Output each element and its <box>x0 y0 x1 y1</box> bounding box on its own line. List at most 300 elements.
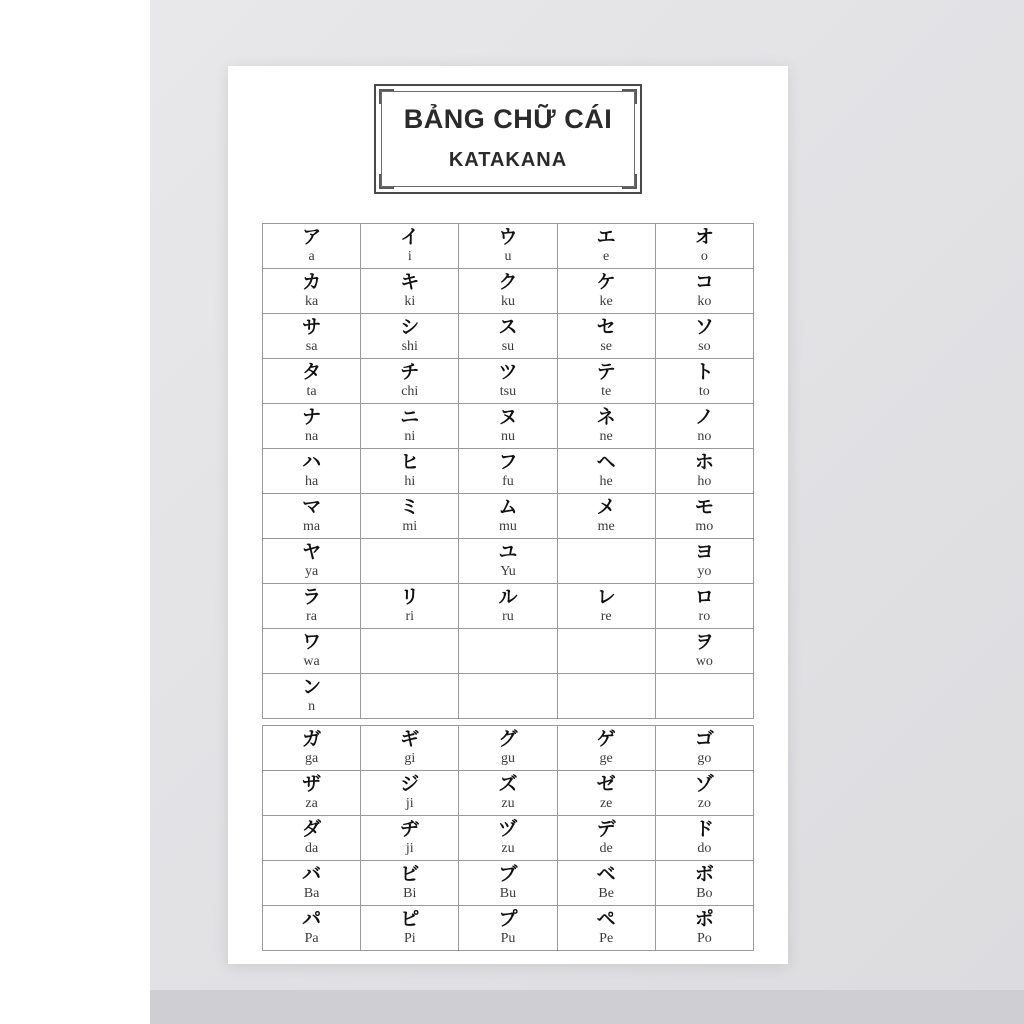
kana-cell-content <box>558 774 655 812</box>
romaji-label: mu <box>499 518 517 534</box>
kana-glyph: リ <box>400 586 420 609</box>
kana-cell-content <box>361 227 458 265</box>
kana-cell <box>361 816 459 861</box>
kana-glyph: カ <box>302 271 322 294</box>
romaji-label: te <box>601 383 612 399</box>
romaji-label: se <box>600 338 612 354</box>
kana-cell-content <box>263 864 360 902</box>
kana-cell-content <box>263 272 360 310</box>
kana-cell-content <box>656 774 753 812</box>
romaji-label: Yu <box>500 563 516 579</box>
kana-cell-content <box>459 819 556 857</box>
kana-glyph: ブ <box>498 863 518 886</box>
romaji-label: Pu <box>500 930 516 946</box>
kana-cell <box>655 449 753 494</box>
kana-cell-content <box>361 452 458 490</box>
kana-cell <box>263 906 361 951</box>
romaji-label: ma <box>303 518 321 534</box>
romaji-label: ze <box>599 795 613 811</box>
background-shadow <box>150 990 1024 1024</box>
kana-cell-content <box>263 819 360 857</box>
romaji-label: o <box>700 248 708 264</box>
kana-cell-content <box>558 362 655 400</box>
romaji-label: fu <box>502 473 514 489</box>
kana-cell <box>361 771 459 816</box>
kana-cell-content <box>558 317 655 355</box>
kana-cell <box>557 771 655 816</box>
table-row <box>263 539 754 584</box>
katakana-basic-table <box>262 223 754 719</box>
plaque-corner-bottom-left <box>379 174 394 189</box>
kana-cell-content <box>459 362 556 400</box>
kana-cell-content <box>361 362 458 400</box>
kana-glyph: ゾ <box>694 773 714 796</box>
kana-cell-content <box>558 227 655 265</box>
kana-cell <box>655 404 753 449</box>
table-row <box>263 584 754 629</box>
kana-cell-content <box>459 497 556 535</box>
kana-cell-content <box>656 497 753 535</box>
romaji-label: zo <box>697 795 711 811</box>
kana-glyph: ヅ <box>498 818 518 841</box>
katakana-basic-table-body <box>263 224 754 719</box>
kana-cell <box>655 494 753 539</box>
kana-glyph: ミ <box>400 496 420 519</box>
romaji-label: ku <box>500 293 515 309</box>
romaji-label: hi <box>404 473 416 489</box>
romaji-label: ne <box>599 428 613 444</box>
kana-cell-content <box>459 452 556 490</box>
table-row <box>263 629 754 674</box>
romaji-label: ki <box>404 293 416 309</box>
kana-cell <box>263 224 361 269</box>
romaji-label: ri <box>405 608 415 624</box>
kana-glyph: エ <box>596 226 616 249</box>
kana-cell-content <box>361 864 458 902</box>
romaji-label: ya <box>304 563 319 579</box>
kana-cell-content <box>558 729 655 767</box>
kana-glyph: オ <box>694 226 714 249</box>
romaji-label: ha <box>304 473 319 489</box>
kana-glyph: サ <box>302 316 322 339</box>
romaji-label: Pe <box>599 930 614 946</box>
romaji-label: so <box>698 338 711 354</box>
kana-cell <box>655 629 753 674</box>
kana-glyph: ポ <box>694 908 714 931</box>
katakana-dakuten-table <box>262 725 754 951</box>
romaji-label: Ba <box>303 885 320 901</box>
table-row <box>263 906 754 951</box>
kana-glyph: ボ <box>694 863 714 886</box>
kana-glyph: ジ <box>400 773 420 796</box>
kana-cell-content <box>361 272 458 310</box>
kana-cell <box>263 816 361 861</box>
kana-cell <box>557 404 655 449</box>
kana-cell <box>263 771 361 816</box>
romaji-label: ru <box>502 608 514 624</box>
kana-cell <box>361 726 459 771</box>
kana-glyph: ギ <box>400 728 420 751</box>
kana-cell-content <box>361 317 458 355</box>
romaji-label: da <box>304 840 319 856</box>
kana-cell <box>459 359 557 404</box>
romaji-label: me <box>597 518 615 534</box>
kana-cell-content <box>459 542 556 580</box>
kana-cell-content <box>656 452 753 490</box>
kana-glyph: ロ <box>694 586 714 609</box>
romaji-label: sa <box>305 338 318 354</box>
kana-cell <box>557 314 655 359</box>
kana-glyph: ニ <box>400 406 420 429</box>
kana-cell <box>263 861 361 906</box>
kana-cell-content <box>459 227 556 265</box>
romaji-label: mo <box>695 518 714 534</box>
romaji-label: Bi <box>403 885 417 901</box>
kana-cell-content <box>459 317 556 355</box>
kana-cell <box>655 359 753 404</box>
kana-cell <box>263 726 361 771</box>
kana-cell-content <box>656 819 753 857</box>
kana-cell-empty <box>459 674 557 719</box>
kana-cell <box>263 314 361 359</box>
kana-cell-content <box>558 407 655 445</box>
kana-glyph: モ <box>694 496 714 519</box>
romaji-label: ta <box>306 383 317 399</box>
kana-cell <box>459 771 557 816</box>
table-row <box>263 224 754 269</box>
kana-cell <box>655 539 753 584</box>
romaji-label: a <box>308 248 315 264</box>
kana-cell-content <box>656 227 753 265</box>
kana-cell-content <box>263 729 360 767</box>
kana-glyph: ユ <box>498 541 518 564</box>
romaji-label: ga <box>304 750 319 766</box>
kana-cell-content <box>361 587 458 625</box>
kana-cell-content <box>656 864 753 902</box>
table-row <box>263 771 754 816</box>
kana-cell-content <box>263 774 360 812</box>
kana-glyph: セ <box>596 316 616 339</box>
romaji-label: Be <box>598 885 614 901</box>
kana-cell-empty <box>557 539 655 584</box>
romaji-label: na <box>304 428 319 444</box>
kana-cell-content <box>656 362 753 400</box>
kana-glyph: ケ <box>596 271 616 294</box>
kana-cell-content <box>558 497 655 535</box>
romaji-label: nu <box>500 428 515 444</box>
kana-glyph: テ <box>596 361 616 384</box>
kana-cell-empty <box>361 674 459 719</box>
kana-cell <box>459 726 557 771</box>
kana-cell <box>557 359 655 404</box>
kana-cell-content <box>558 587 655 625</box>
kana-glyph: ラ <box>302 586 322 609</box>
katakana-dakuten-table-body <box>263 726 754 951</box>
romaji-label: e <box>603 248 610 264</box>
kana-cell-content <box>656 632 753 670</box>
kana-cell-content <box>558 864 655 902</box>
romaji-label: ge <box>599 750 613 766</box>
kana-cell-content <box>459 909 556 947</box>
kana-cell <box>459 314 557 359</box>
kana-glyph: レ <box>596 586 616 609</box>
kana-cell <box>655 906 753 951</box>
kana-cell <box>459 539 557 584</box>
kana-cell <box>655 726 753 771</box>
table-row <box>263 449 754 494</box>
kana-glyph: タ <box>302 361 322 384</box>
romaji-label: i <box>407 248 412 264</box>
kana-cell <box>459 494 557 539</box>
table-row <box>263 314 754 359</box>
kana-cell <box>459 269 557 314</box>
kana-glyph: ド <box>694 818 714 841</box>
romaji-label: ka <box>304 293 319 309</box>
kana-cell-content <box>263 587 360 625</box>
kana-cell <box>557 861 655 906</box>
kana-glyph: ザ <box>302 773 322 796</box>
kana-cell <box>557 816 655 861</box>
romaji-label: zu <box>501 840 515 856</box>
kana-cell <box>557 726 655 771</box>
romaji-label: n <box>308 698 316 714</box>
kana-glyph: ゲ <box>596 728 616 751</box>
kana-cell <box>655 224 753 269</box>
kana-cell-content <box>558 819 655 857</box>
kana-cell-empty <box>361 539 459 584</box>
kana-cell-content <box>656 587 753 625</box>
kana-cell <box>557 269 655 314</box>
kana-glyph: ヲ <box>694 631 714 654</box>
romaji-label: re <box>600 608 612 624</box>
romaji-label: su <box>501 338 515 354</box>
kana-cell-content <box>263 677 360 715</box>
kana-cell <box>361 584 459 629</box>
romaji-label: ra <box>306 608 318 624</box>
romaji-label: to <box>698 383 710 399</box>
kana-cell-content <box>558 272 655 310</box>
kana-cell-content <box>558 909 655 947</box>
table-row <box>263 816 754 861</box>
kana-cell-content <box>558 452 655 490</box>
romaji-label: do <box>697 840 712 856</box>
romaji-label: chi <box>401 383 419 399</box>
romaji-label: Pa <box>304 930 319 946</box>
romaji-label: ji <box>405 840 414 856</box>
kana-cell <box>361 494 459 539</box>
kana-cell-content <box>263 407 360 445</box>
romaji-label: wa <box>303 653 320 669</box>
kana-cell-content <box>459 587 556 625</box>
kana-cell-content <box>459 407 556 445</box>
romaji-label: gi <box>404 750 416 766</box>
kana-cell <box>263 449 361 494</box>
kana-glyph: ン <box>302 676 322 699</box>
kana-cell <box>263 359 361 404</box>
kana-cell <box>655 584 753 629</box>
kana-cell <box>263 494 361 539</box>
kana-cell-empty <box>361 629 459 674</box>
kana-cell <box>263 674 361 719</box>
kana-cell <box>655 861 753 906</box>
kana-cell <box>557 584 655 629</box>
kana-glyph: ヌ <box>498 406 518 429</box>
kana-cell-content <box>361 497 458 535</box>
kana-cell-empty <box>655 674 753 719</box>
kana-glyph: ズ <box>498 773 518 796</box>
kana-glyph: ビ <box>400 863 420 886</box>
kana-cell <box>361 404 459 449</box>
kana-cell <box>459 404 557 449</box>
kana-glyph: メ <box>596 496 616 519</box>
romaji-label: Bo <box>696 885 713 901</box>
table-row <box>263 494 754 539</box>
kana-glyph: ベ <box>596 863 616 886</box>
kana-cell <box>361 906 459 951</box>
kana-glyph: キ <box>400 271 420 294</box>
kana-glyph: フ <box>498 451 518 474</box>
kana-cell <box>557 224 655 269</box>
romaji-label: ke <box>599 293 613 309</box>
kana-glyph: ピ <box>400 908 420 931</box>
romaji-label: ho <box>697 473 712 489</box>
kana-glyph: ト <box>694 361 714 384</box>
romaji-label: yo <box>697 563 712 579</box>
kana-glyph: ゴ <box>694 728 714 751</box>
kana-cell-content <box>656 272 753 310</box>
kana-cell-content <box>459 729 556 767</box>
romaji-label: tsu <box>499 383 517 399</box>
kana-cell-content <box>656 542 753 580</box>
kana-cell-content <box>361 819 458 857</box>
kana-cell-content <box>263 227 360 265</box>
plaque-corner-top-right <box>622 89 637 104</box>
plaque-corner-top-left <box>379 89 394 104</box>
kana-cell-empty <box>557 674 655 719</box>
kana-cell <box>263 629 361 674</box>
romaji-label: ni <box>404 428 416 444</box>
romaji-label: ji <box>405 795 414 811</box>
kana-glyph: ツ <box>498 361 518 384</box>
romaji-label: ro <box>698 608 711 624</box>
kana-glyph: ホ <box>694 451 714 474</box>
kana-cell-content <box>656 407 753 445</box>
romaji-label: u <box>504 248 512 264</box>
kana-glyph: イ <box>400 226 420 249</box>
kana-cell <box>361 359 459 404</box>
kana-cell <box>361 449 459 494</box>
kana-cell-content <box>263 632 360 670</box>
kana-glyph: マ <box>302 496 322 519</box>
kana-cell-content <box>361 407 458 445</box>
kana-glyph: ル <box>498 586 518 609</box>
table-row <box>263 674 754 719</box>
title-plaque <box>374 84 642 194</box>
romaji-label: he <box>599 473 613 489</box>
kana-glyph: チ <box>400 361 420 384</box>
kana-cell <box>263 269 361 314</box>
kana-cell-content <box>263 452 360 490</box>
kana-cell <box>557 494 655 539</box>
kana-cell-content <box>263 542 360 580</box>
romaji-label: ko <box>697 293 712 309</box>
kana-glyph: ガ <box>302 728 322 751</box>
table-row <box>263 269 754 314</box>
kana-cell-content <box>656 317 753 355</box>
kana-cell <box>263 584 361 629</box>
kana-glyph: ク <box>498 271 518 294</box>
kana-cell-content <box>263 317 360 355</box>
kana-cell-content <box>656 729 753 767</box>
kana-cell-content <box>361 909 458 947</box>
kana-cell <box>459 816 557 861</box>
romaji-label: za <box>305 795 318 811</box>
kana-glyph: ヨ <box>694 541 714 564</box>
kana-cell <box>655 314 753 359</box>
kana-glyph: グ <box>498 728 518 751</box>
kana-cell-content <box>361 729 458 767</box>
kana-cell-content <box>263 362 360 400</box>
kana-glyph: デ <box>596 818 616 841</box>
romaji-label: no <box>697 428 712 444</box>
kana-glyph: ハ <box>302 451 322 474</box>
katakana-chart-sheet <box>228 66 788 964</box>
kana-cell <box>557 906 655 951</box>
kana-cell <box>263 404 361 449</box>
romaji-label: Pi <box>403 930 416 946</box>
kana-cell <box>361 269 459 314</box>
kana-cell <box>361 861 459 906</box>
kana-glyph: ソ <box>694 316 714 339</box>
romaji-label: go <box>697 750 712 766</box>
plaque-corner-bottom-right <box>622 174 637 189</box>
romaji-label: Po <box>696 930 712 946</box>
kana-glyph: ワ <box>302 631 322 654</box>
kana-glyph: ナ <box>302 406 322 429</box>
kana-cell <box>361 314 459 359</box>
kana-cell-empty <box>557 629 655 674</box>
kana-cell <box>655 816 753 861</box>
kana-glyph: シ <box>400 316 420 339</box>
romaji-label: zu <box>501 795 515 811</box>
kana-cell <box>459 906 557 951</box>
kana-cell <box>361 224 459 269</box>
kana-cell <box>459 224 557 269</box>
romaji-label: shi <box>401 338 418 354</box>
kana-glyph: ア <box>302 226 322 249</box>
kana-glyph: ダ <box>302 818 322 841</box>
kana-cell-content <box>459 774 556 812</box>
page-subtitle: KATAKANA <box>448 149 568 171</box>
romaji-label: wo <box>695 653 713 669</box>
kana-cell-content <box>361 774 458 812</box>
kana-glyph: コ <box>694 271 714 294</box>
kana-glyph: ス <box>498 316 518 339</box>
kana-cell <box>263 539 361 584</box>
kana-cell-content <box>263 497 360 535</box>
kana-cell-content <box>459 272 556 310</box>
kana-cell <box>459 584 557 629</box>
table-row <box>263 404 754 449</box>
kana-glyph: ウ <box>498 226 518 249</box>
kana-cell-content <box>656 909 753 947</box>
kana-glyph: ゼ <box>596 773 616 796</box>
kana-glyph: ヂ <box>400 818 420 841</box>
kana-glyph: ヘ <box>596 451 616 474</box>
kana-cell-content <box>263 909 360 947</box>
kana-cell-empty <box>459 629 557 674</box>
kana-glyph: ヤ <box>302 541 322 564</box>
